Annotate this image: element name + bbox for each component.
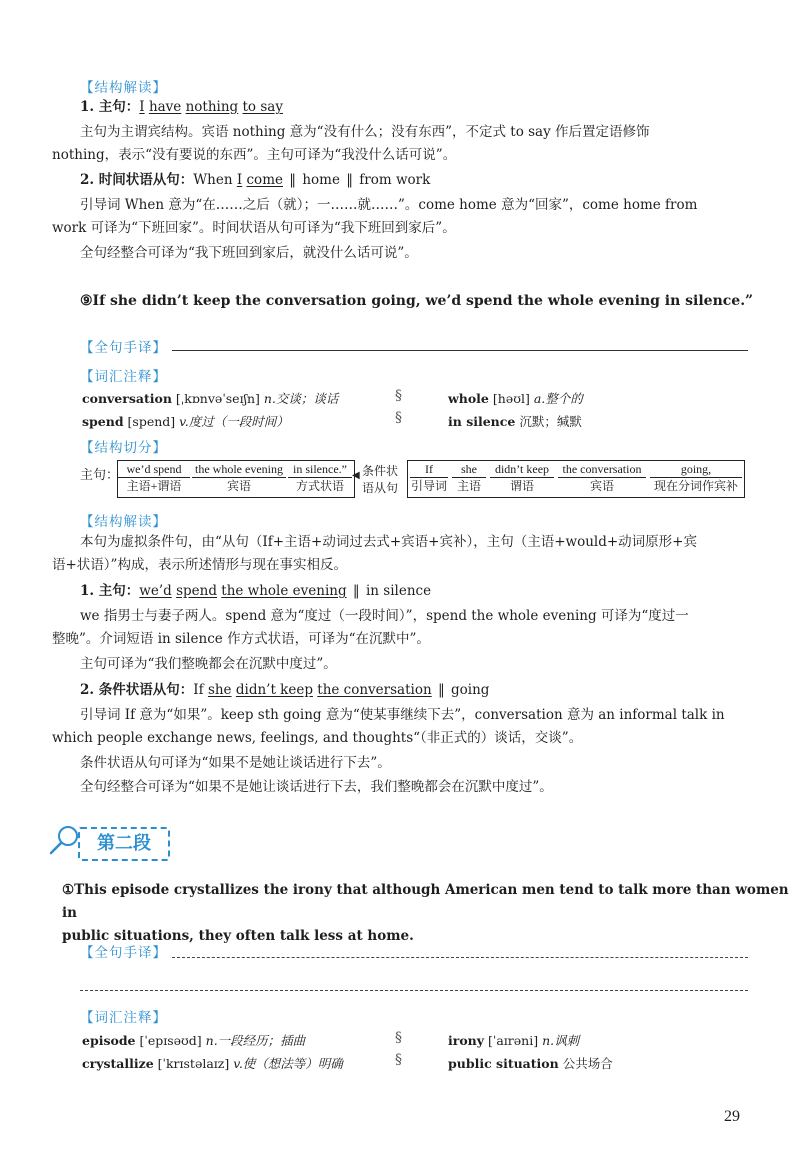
- s2-answer-line: [172, 957, 748, 958]
- vocab-word: irony: [448, 1033, 485, 1048]
- wave-divider-icon: §: [395, 410, 402, 426]
- segment-text: she: [452, 462, 486, 478]
- vocab-word: whole: [448, 391, 489, 406]
- q9-translate-heading: 【全句手译】: [80, 340, 167, 356]
- wave-divider-icon: §: [395, 388, 402, 404]
- vocab-item: [448, 412, 582, 430]
- condition-clause-box: [407, 460, 745, 498]
- q9-condition-clause: 2. 条件状语从句：If she didn’t keep the conversation ‖ going: [80, 682, 490, 698]
- para2-line1: 引导词 When 意为“在……之后（就）；一……就……”。come home 意为“回家”，come home from: [80, 197, 698, 213]
- c-object: the conversation: [317, 682, 432, 698]
- c-verb: didn’t keep: [235, 682, 313, 698]
- item2-subject: I: [236, 172, 243, 188]
- final-translation: 全句经整合可译为“如果不是她让谈话进行下去，我们整晚都会在沉默中度过”。: [80, 779, 553, 795]
- m-para-line1: we 指男士与妻子两人。spend 意为“度过（一段时间）”，spend the whole evening 可译为“度过一: [80, 608, 689, 624]
- segment: [452, 461, 486, 497]
- m-label: 1. 主句：: [80, 583, 140, 599]
- vocab-item: [448, 1054, 613, 1072]
- c-if: If: [193, 682, 204, 698]
- vocab-word: public situation: [448, 1056, 559, 1071]
- c-para-line1: 引导词 If 意为“如果”。keep sth going 意为“使某事继续下去”，conversation 意为 an informal talk in: [80, 707, 725, 723]
- wave-divider-icon: §: [395, 1052, 402, 1068]
- m-para-line2: 整晚”。介词短语 in silence 作方式状语，可译为“在沉默中”。: [52, 631, 430, 647]
- main-clause-box: [117, 460, 355, 498]
- vocab-definition: 公共场合: [562, 1056, 613, 1071]
- q9-struct-heading: 【结构切分】: [80, 440, 167, 456]
- para3: 全句经整合可译为“我下班回到家后，就没什么话可说”。: [80, 245, 418, 261]
- m-para2: 主句可译为“我们整晚都会在沉默中度过”。: [80, 656, 337, 672]
- clause-type-label: [362, 463, 398, 497]
- vocab-word: episode: [82, 1033, 136, 1048]
- page-number: 29: [724, 1108, 740, 1125]
- segment-role: 现在分词作宾补: [653, 479, 738, 493]
- segment: [118, 461, 190, 497]
- q9-analysis-heading: 【结构解读】: [80, 514, 167, 530]
- q9-answer-line: [172, 350, 748, 351]
- segment-text: didn’t keep: [490, 462, 554, 478]
- item1-subject: I: [139, 99, 145, 115]
- segment-text: the whole evening: [192, 462, 286, 478]
- c-subject: she: [207, 682, 232, 698]
- m-adverbial: in silence: [365, 583, 432, 599]
- item1-verb: have: [148, 99, 182, 115]
- segment-text: If: [410, 462, 448, 478]
- vocab-phonetic: [ˌkɒnvəˈseɪʃn]: [175, 391, 260, 406]
- segment: [558, 461, 646, 497]
- segment-role: 宾语: [589, 479, 614, 493]
- s2-vocab-heading: 【词汇注释】: [80, 1010, 167, 1026]
- structure-heading-1: 【结构解读】: [80, 80, 167, 96]
- wave-divider-icon: §: [395, 1030, 402, 1046]
- item1-object: nothing: [185, 99, 239, 115]
- vocab-item: [82, 412, 289, 430]
- vocab-definition: 沉默；缄默: [519, 414, 582, 429]
- q1-line1: ①This episode crystallizes the irony that although American men tend to talk more than women in: [62, 882, 789, 921]
- item1-label: 1. 主句：: [80, 99, 140, 115]
- segment-role: 主语+谓语: [126, 479, 182, 493]
- clause-label-bottom: 语从句: [362, 481, 399, 495]
- c-para-line2: which people exchange news, feelings, and thoughts“（非正式的）谈话，交谈”。: [52, 730, 583, 746]
- q1-sentence: [62, 879, 800, 948]
- magnifier-icon: [48, 824, 82, 856]
- vocab-definition: n.讽刺: [542, 1033, 580, 1048]
- item1-main-clause: [80, 97, 750, 118]
- analysis-line2: 语+状语）”构成，表示所述情形与现在事实相反。: [52, 557, 347, 573]
- segment-text: we’d spend: [118, 462, 190, 478]
- q1-line2: public situations, they often talk less at home.: [62, 928, 414, 944]
- q9-sentence: ⑨If she didn’t keep the conversation going, we’d spend the whole evening in silence.”: [80, 293, 754, 309]
- section-title: 第二段: [78, 827, 170, 861]
- m-subject: we’d: [139, 583, 172, 599]
- segment: [650, 461, 742, 497]
- arrow-icon: ◀: [352, 470, 360, 481]
- vocab-phonetic: [ˈepɪsəʊd]: [139, 1033, 202, 1048]
- segment: [410, 461, 448, 497]
- m-verb: spend: [176, 583, 217, 599]
- vocab-word: crystallize: [82, 1056, 154, 1071]
- segment-role: 主语: [456, 479, 481, 493]
- item2-from: from work: [359, 172, 431, 188]
- vocab-item: [82, 389, 338, 407]
- vocab-item: [82, 1054, 343, 1072]
- s2-answer-line: [80, 990, 748, 991]
- q9-main-clause: 1. 主句：we’d spend the whole evening ‖ in silence: [80, 583, 432, 599]
- main-clause-label: 主句：: [80, 468, 120, 483]
- segment: [192, 461, 286, 497]
- vocab-definition: v.度过（一段时间）: [179, 414, 289, 429]
- vocab-phonetic: [ˈaɪrəni]: [488, 1033, 539, 1048]
- vocab-phonetic: [ˈkrɪstəlaɪz]: [157, 1056, 230, 1071]
- segment-role: 谓语: [509, 479, 534, 493]
- segment-role: 宾语: [226, 479, 251, 493]
- vocab-item: [448, 1031, 579, 1049]
- q9-vocab-heading: 【词汇注释】: [80, 369, 167, 385]
- segment-text: the conversation: [558, 462, 646, 478]
- vocab-phonetic: [həʊl]: [492, 391, 530, 406]
- segment-text: in silence.”: [288, 462, 352, 478]
- para2-line2: work 可译为“下班回家”。时间状语从句可译为“我下班回到家后”。: [52, 220, 456, 236]
- item2-when: When: [193, 172, 233, 188]
- item2-verb: come: [246, 172, 283, 188]
- item2-label: 2. 时间状语从句：: [80, 172, 194, 188]
- c-label: 2. 条件状语从句：: [80, 682, 194, 698]
- vocab-word: in silence: [448, 414, 516, 429]
- item2-home: home: [302, 172, 340, 188]
- vocab-word: conversation: [82, 391, 172, 406]
- segment-role: 方式状语: [295, 479, 344, 493]
- para1-line2: nothing，表示“没有要说的东西”。主句可译为“我没什么话可说”。: [52, 147, 457, 163]
- c-complement: going: [451, 682, 490, 698]
- segment-role: 引导词: [410, 479, 447, 493]
- vocab-item: [82, 1031, 305, 1049]
- vocab-definition: v.使（想法等）明确: [233, 1056, 343, 1071]
- vocab-definition: n.交谈；谈话: [263, 391, 339, 406]
- clause-label-top: 条件状: [362, 464, 399, 478]
- para1-line1: 主句为主谓宾结构。宾语 nothing 意为“没有什么；没有东西”，不定式 to say 作后置定语修饰: [80, 124, 650, 140]
- vocab-word: spend: [82, 414, 124, 429]
- m-object: the whole evening: [221, 583, 347, 599]
- vocab-definition: n.一段经历；插曲: [205, 1033, 306, 1048]
- analysis-line1: 本句为虚拟条件句，由“从句（If+主语+动词过去式+宾语+宾补），主句（主语+would+动词原形+宾: [80, 534, 697, 550]
- vocab-definition: a.整个的: [533, 391, 583, 406]
- c-para2: 条件状语从句可译为“如果不是她让谈话进行下去”。: [80, 755, 391, 771]
- item1-rest: to say: [242, 99, 283, 115]
- vocab-item: [448, 389, 583, 407]
- segment: [288, 461, 352, 497]
- segment: [490, 461, 554, 497]
- item2-time-clause: 2. 时间状语从句：When I come ‖ home ‖ from work: [80, 172, 431, 188]
- segment-text: going,: [650, 462, 742, 478]
- s2-translate-heading: 【全句手译】: [80, 945, 167, 961]
- vocab-phonetic: [spend]: [127, 414, 176, 429]
